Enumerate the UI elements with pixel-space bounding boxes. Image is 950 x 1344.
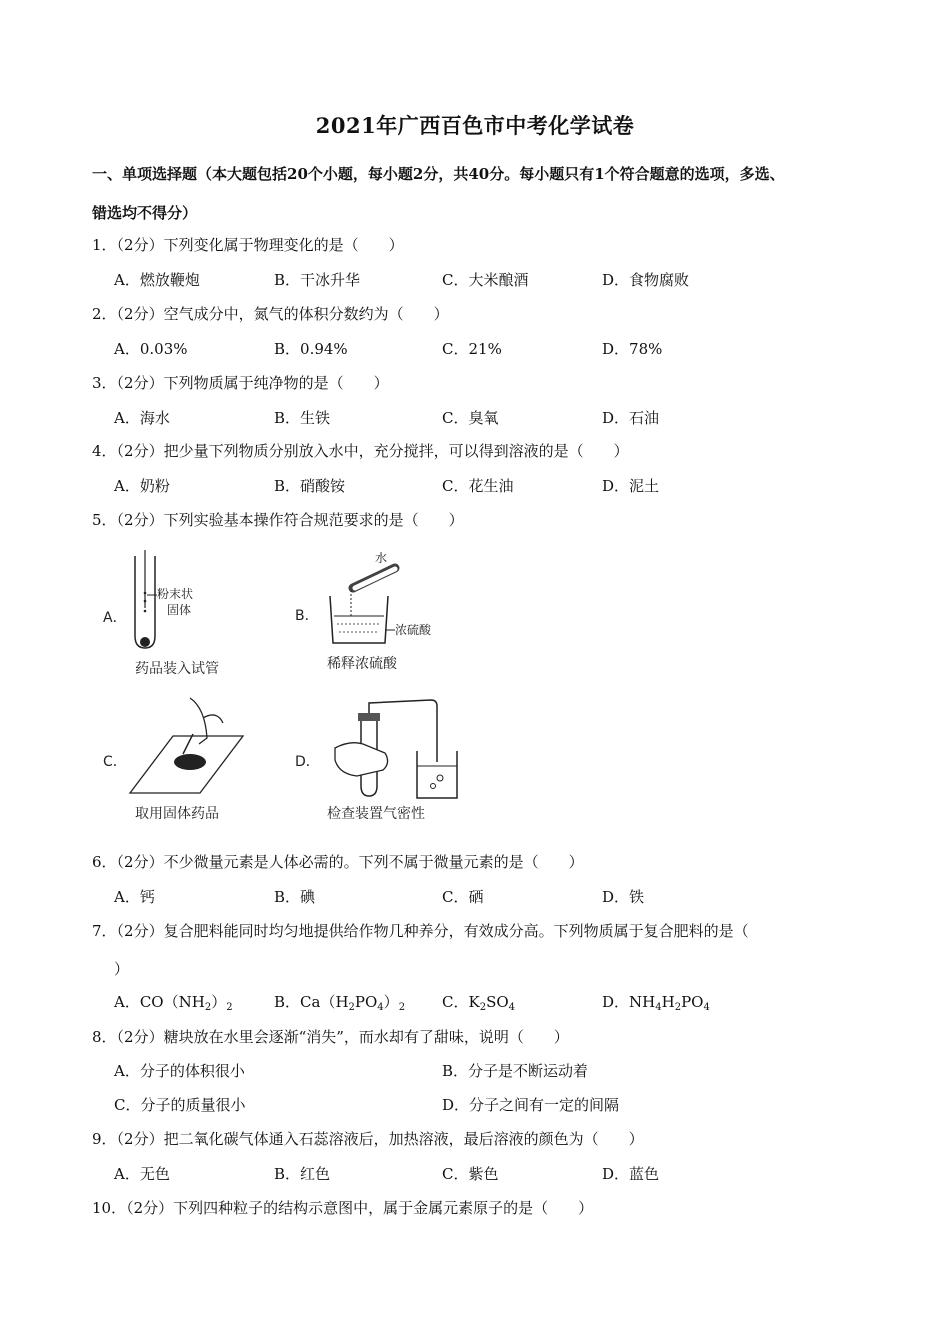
figure-a-caption: 药品装入试管: [135, 661, 219, 677]
question-9-option-c: C．紫色: [442, 1165, 499, 1183]
question-7-option-b: B．$Ca(H_2PO_4)_2$: [274, 993, 406, 1013]
question-3-option-a: A．海水: [114, 409, 170, 427]
figure-b-label-water: 水: [375, 551, 388, 565]
figure-c-letter: C．: [103, 754, 127, 770]
figure-c-caption: 取用固体药品: [135, 806, 219, 822]
figure-a-letter: A．: [103, 610, 127, 626]
question-8-option-d: D．分子之间有一定的间隔: [442, 1096, 620, 1114]
figure-a-test-tube: [103, 550, 219, 677]
figure-b-caption: 稀释浓硫酸: [327, 656, 397, 672]
figure-d-caption: 检查装置气密性: [327, 806, 425, 822]
question-5-stem: 5．（2分）下列实验基本操作符合规范要求的是（ ）: [92, 511, 464, 529]
question-3-option-c: C．臭氧: [442, 409, 499, 427]
question-7-stem-line2: ）: [114, 960, 130, 978]
question-8-option-c: C．分子的质量很小: [114, 1096, 246, 1114]
question-9-option-d: D．蓝色: [602, 1165, 660, 1183]
question-6-stem: 6．（2分）不少微量元素是人体必需的。下列不属于微量元素的是（ ）: [92, 853, 584, 871]
section-heading: [92, 155, 882, 233]
question-3-stem: 3．（2分）下列物质属于纯净物的是（ ）: [92, 374, 389, 392]
question-1-option-a: A．燃放鞭炮: [114, 271, 200, 289]
question-4-option-b: B．硝酸铵: [274, 477, 346, 495]
question-8-stem: 8．（2分）糖块放在水里会逐渐“消失”，而水却有了甜味，说明（ ）: [92, 1028, 569, 1046]
question-3-option-b: B．生铁: [274, 409, 331, 427]
question-8-option-b: B．分子是不断运动着: [442, 1062, 589, 1080]
question-1-stem: 1．（2分）下列变化属于物理变化的是（ ）: [92, 236, 404, 254]
question-8-option-a: A．分子的体积很小: [114, 1062, 245, 1080]
question-2-stem: 2．（2分）空气成分中，氮气的体积分数约为（ ）: [92, 305, 449, 323]
question-4-option-d: D．泥土: [602, 477, 660, 495]
section-heading-line1: 一、单项选择题（本大题包括20个小题，每小题2分，共40分。每小题只有1个符合题意的选项，多选、: [92, 165, 785, 183]
question-1-option-d: D．食物腐败: [602, 271, 690, 289]
question-2-option-d: D．78%: [602, 340, 663, 358]
question-2-option-b: B．0.94%: [274, 340, 348, 358]
question-7-option-d: D．$NH_4H_2PO_4$: [602, 993, 710, 1013]
question-2-option-a: A．0.03%: [114, 340, 188, 358]
question-6-option-a: A．钙: [114, 888, 155, 906]
question-6-option-b: B．碘: [274, 888, 316, 906]
question-7-option-c: C．$K_2SO_4$: [442, 993, 516, 1013]
figure-a-label-powder: 粉末状: [157, 587, 194, 601]
question-7-option-a: A．$CO(NH_2)_2$: [114, 993, 233, 1013]
question-2-option-c: C．21%: [442, 340, 502, 358]
question-4-option-a: A．奶粉: [114, 477, 170, 495]
question-9-option-b: B．红色: [274, 1165, 331, 1183]
question-9-stem: 9．（2分）把二氧化碳气体通入石蕊溶液后，加热溶液，最后溶液的颜色为（ ）: [92, 1130, 644, 1148]
figure-c-solid: [103, 698, 243, 822]
figure-b-label-acid: 浓硫酸: [395, 623, 432, 637]
question-7-stem-line1: 7．（2分）复合肥料能同时均匀地提供给作物几种养分，有效成分高。下列物质属于复合肥料的是（: [92, 922, 749, 940]
question-9-option-a: A．无色: [114, 1165, 170, 1183]
figure-b-beaker: [295, 550, 432, 672]
page-title: 2021年广西百色市中考化学试卷: [315, 113, 635, 138]
figure-d-airtight: [295, 700, 457, 822]
question-10-stem: 10．（2分）下列四种粒子的结构示意图中，属于金属元素原子的是（ ）: [92, 1199, 594, 1217]
question-6-option-c: C．硒: [442, 888, 484, 906]
question-3-option-d: D．石油: [602, 409, 660, 427]
question-1-option-b: B．干冰升华: [274, 271, 361, 289]
figure-d-letter: D．: [295, 754, 320, 770]
question-1-option-c: C．大米酿酒: [442, 271, 529, 289]
question-4-stem: 4．（2分）把少量下列物质分别放入水中，充分搅拌，可以得到溶液的是（ ）: [92, 442, 629, 460]
question-4-option-c: C．花生油: [442, 477, 514, 495]
figure-b-letter: B．: [295, 608, 319, 624]
section-heading-line2: 错选均不得分）: [92, 204, 198, 222]
question-6-option-d: D．铁: [602, 888, 645, 906]
figure-a-label-solid: 固体: [167, 603, 192, 617]
question-5-figure: [95, 548, 475, 833]
